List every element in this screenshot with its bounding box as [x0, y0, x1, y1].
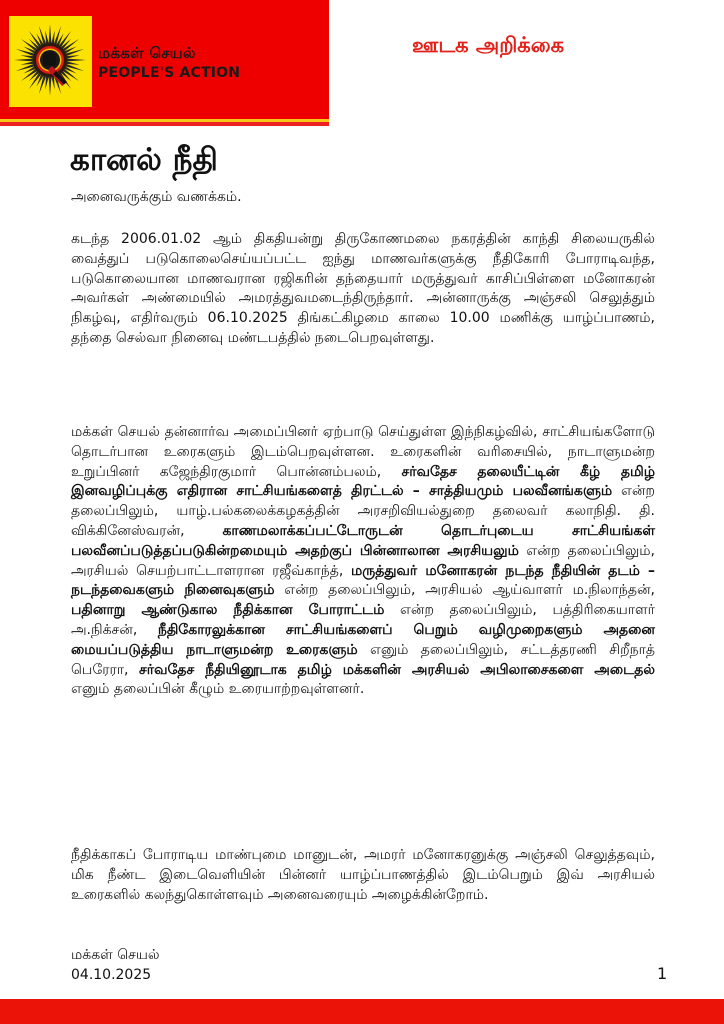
paragraph-text: எனும் தலைப்பிலும், சட்டத்தரணி சிறீநாத் பெரேரா, [71, 641, 656, 678]
logo-ray [51, 76, 55, 90]
bold-topic-text: காணமலாக்கப்பட்டோருடன் தொடர்புடைய சாட்சியங்கள் பலவீனப்படுத்தப்படுகின்றமையும் அதற்குப் பின்னாலான அரசியலும் [71, 522, 656, 559]
logo-ray [20, 61, 34, 65]
bold-topic-text: சர்வதேச தலையீட்டின் கீழ் தமிழ் இனவழிப்புக்கு எதிரான சாட்சியங்களைத் திரட்டல் – சாத்தியமும் பலவீனங்களும் [71, 463, 655, 500]
logo-ray [66, 59, 86, 62]
org-name-english: PEOPLE'S ACTION [98, 65, 241, 81]
footer-bar [0, 999, 724, 1024]
logo-ray [49, 24, 52, 44]
logo-ray [49, 76, 52, 96]
page-number: 1 [657, 964, 668, 983]
signoff-organization: மக்கள் செயல் [71, 947, 160, 963]
raised-fist-sunburst-icon [9, 16, 92, 107]
paragraph-text: என்ற தலைப்பிலும், யாழ்.பல்கலைக்கழகத்தின் அரசறிவியல்துறை தலைவர் கலாநிதி. தி. விக்கினேஸ்வரன், [71, 483, 655, 539]
paragraph-text: என்ற தலைப்பிலும், அரசியல் செயற்பாட்டாளரான ரஜீவ்காந்த், [71, 542, 655, 579]
bold-topic-text: சர்வதேச நீதியினூடாக தமிழ் மக்களின் அரசியல் அபிலாசைகளை அடைதல் [139, 661, 655, 678]
bold-topic-text: பதினாறு ஆண்டுகால நீதிக்கான போராட்டம் [71, 602, 385, 619]
header-stripe-red [0, 122, 329, 126]
logo-ray [51, 30, 55, 44]
logo-ray [14, 59, 34, 62]
paragraph-text: என்ற தலைப்பிலும், அரசியல் ஆய்வாளர் ம.நிலாந்தன், [274, 582, 655, 599]
signoff [71, 945, 160, 985]
org-name-tamil: மக்கள் செயல் [98, 44, 196, 62]
header-banner [0, 0, 329, 119]
paragraph-text: கடந்த 2006.01.02 ஆம் திகதியன்று திருகோணமலை நகரத்தின் காந்தி சிலையருகில் வைத்துப் படுகொலைசெய்யப்பட்ட ஐந்து மாணவர்களுக்கு நீதிகோரி போராடிவந்த, படுகொலையான மாணவரான ரஜிகரின் தந்தையார் மருத்துவர் காசிப்பிள்ளை மனோகரன் அவர்கள் அண்மையில் அமரத்துவமடைந்திருந்தார். அன்னாருக்கு அஞ்சலி செலுத்தும் நிகழ்வு, எதிர்வரும் 06.10.2025 திங்கட்கிழமை காலை 10.00 மணிக்கு யாழ்ப்பாணம், தந்தை செல்வா நினைவு மண்டபத்தில் நடைபெறவுள்ளது. [71, 231, 655, 346]
paragraph-3 [71, 846, 655, 905]
logo [9, 16, 92, 107]
document-type-label: ஊடக அறிக்கை [412, 33, 565, 57]
paragraph-1 [71, 230, 655, 349]
paragraph-text: என்ற தலைப்பிலும், பத்திரிகையாளர் அ.நிக்சன், [71, 602, 655, 638]
paragraph-text: நீதிக்காகப் போராடிய மாண்புமை மானுடன், அமரர் மனோகரனுக்கு அஞ்சலி செலுத்தவும், மிக நீண்ட இடைவெளியின் பின்னர் யாழ்ப்பாணத்தில் இடம்பெறும் இவ் அரசியல் உரைகளில் கலந்துகொள்ளவும் அனைவரையும் அழைக்கின்றோம். [71, 847, 655, 903]
paragraph-text: மக்கள் செயல் தன்னார்வ அமைப்பினர் ஏற்பாடு செய்துள்ள இந்நிகழ்வில், சாட்சியங்களோடு தொடர்பான உரைகளும் இடம்பெறவுள்ளன. உரைகளின் வரிசையில், நாடாளுமன்ற உறுப்பினர் கஜேந்திரகுமார் பொன்னம்பலம், [71, 424, 655, 480]
logo-ray [66, 61, 80, 65]
logo-ray [45, 76, 49, 90]
bold-topic-text: நீதிகோரலுக்கான சாட்சியங்களைப் பெறும் வழிமுறைகளும் அதனை மையப்படுத்திய நாடாளுமன்ற உரைகளும் [71, 621, 655, 658]
greeting: அனைவருக்கும் வணக்கம். [71, 189, 242, 205]
logo-ray [45, 30, 49, 44]
logo-ray [66, 55, 80, 59]
document-title: கானல் நீதி [70, 142, 218, 178]
signoff-date: 04.10.2025 [71, 967, 152, 983]
paragraph-text: எனும் தலைப்பின் கீழும் உரையாற்றவுள்ளனர். [71, 681, 365, 698]
bold-topic-text: மருத்துவர் மனோகரன் நடந்த நீதியின் தடம் – நடந்தவைகளும் நினைவுகளும் [71, 562, 655, 599]
paragraph-2 [71, 423, 655, 700]
logo-ray [20, 55, 34, 59]
